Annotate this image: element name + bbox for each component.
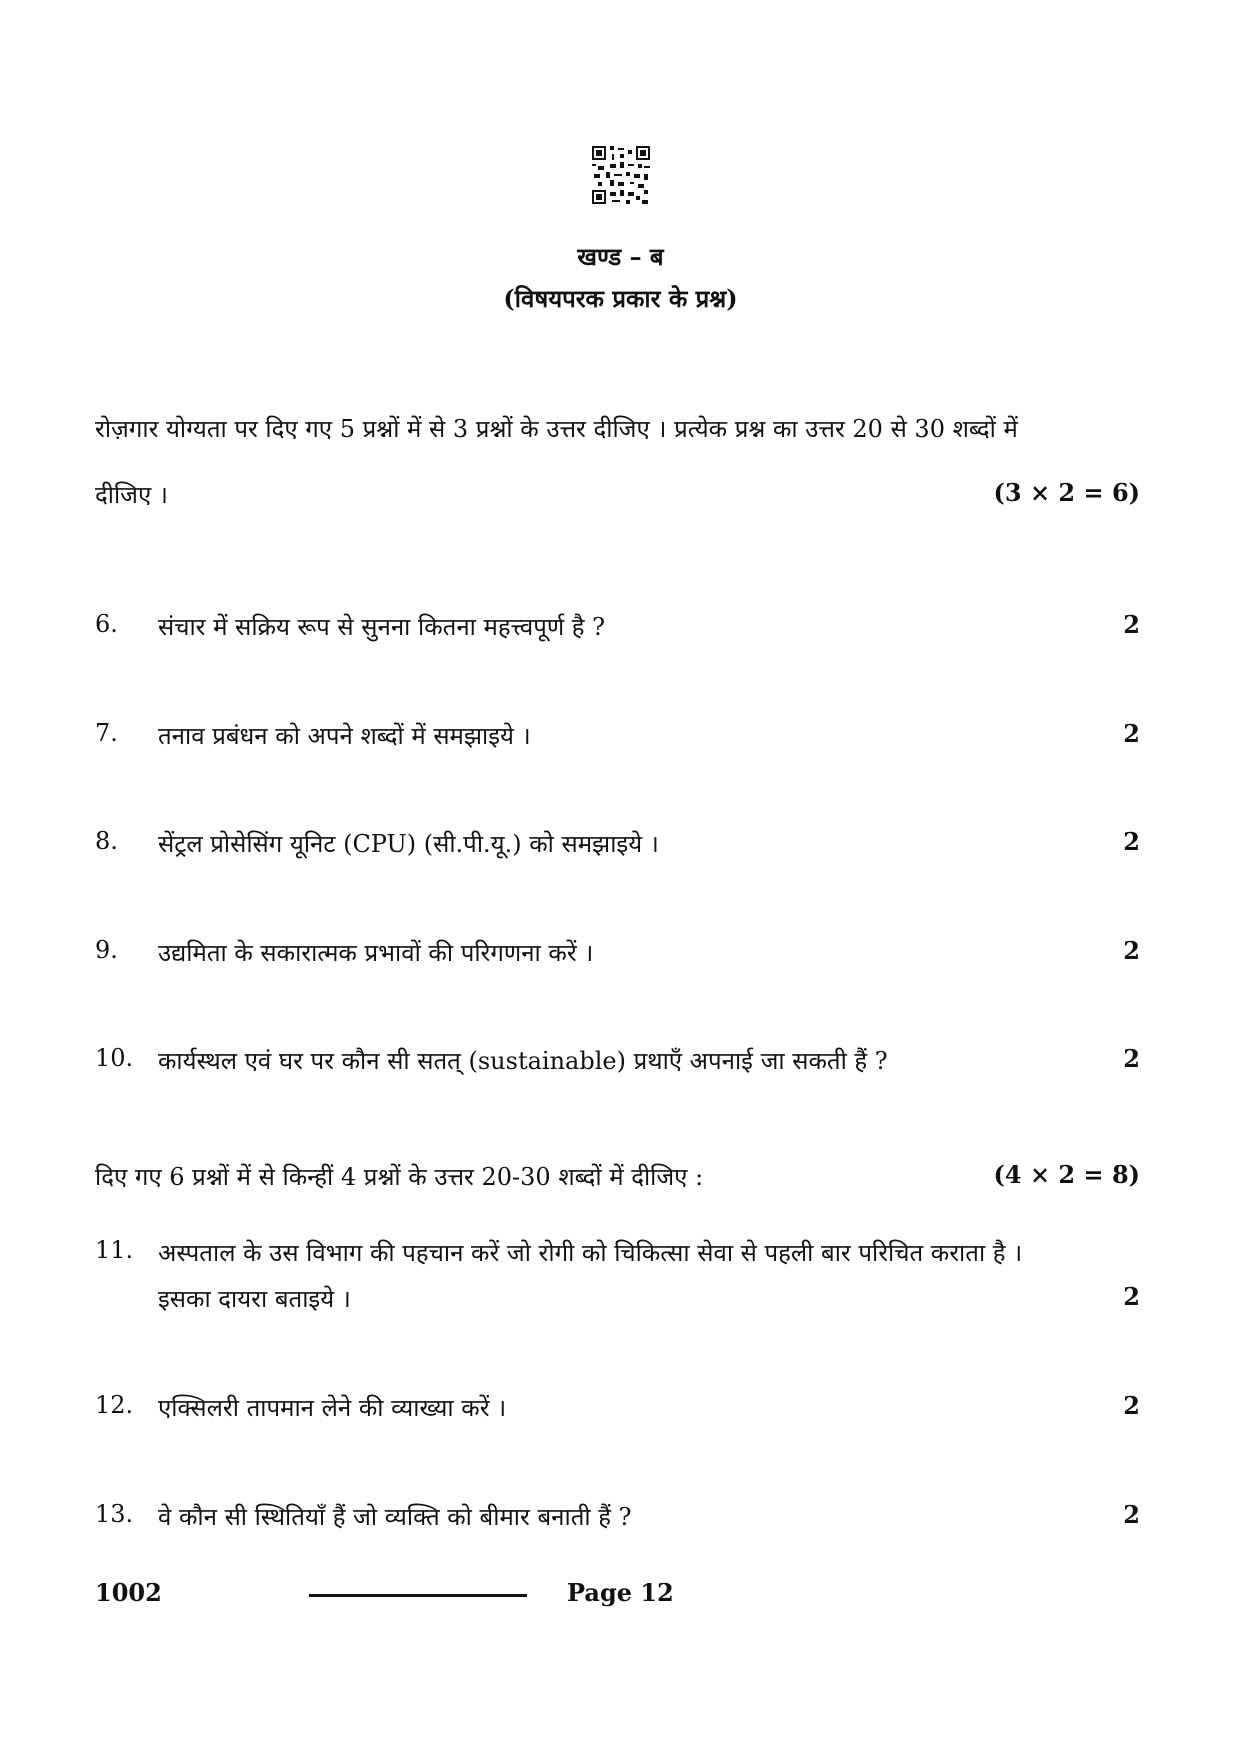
question-text: कार्यस्थल एवं घर पर कौन सी सतत् (sustainable) प्रथाएँ अपनाई जा सकती हैं ?	[158, 1047, 888, 1075]
question-8	[95, 827, 1140, 863]
question-number: 6.	[95, 610, 118, 638]
instruction-1-line1: रोज़गार योग्यता पर दिए गए 5 प्रश्नों में से 3 प्रश्नों के उत्तर दीजिए । प्रत्येक प्रश्न का उत्तर 20 से 30 शब्दों में	[95, 415, 1018, 443]
question-10	[95, 1044, 1140, 1080]
question-text: वे कौन सी स्थितियाँ हैं जो व्यक्ति को बीमार बनाती हैं ?	[158, 1503, 632, 1531]
question-text: तनाव प्रबंधन को अपने शब्दों में समझाइये ।	[158, 722, 531, 750]
question-marks: 2	[1123, 1044, 1140, 1073]
question-11-line2	[95, 1282, 1140, 1318]
question-number: 12.	[95, 1391, 134, 1419]
question-marks: 2	[1123, 719, 1140, 748]
instruction-2-marks: (4 × 2 = 8)	[993, 1160, 1140, 1189]
question-7	[95, 719, 1140, 755]
qr-code-icon	[592, 146, 650, 204]
question-9	[95, 936, 1140, 972]
question-number: 7.	[95, 719, 118, 747]
question-number: 9.	[95, 936, 118, 964]
instruction-1-line2-row	[95, 478, 1140, 514]
question-marks: 2	[1123, 1500, 1140, 1529]
question-11	[95, 1236, 1140, 1272]
question-number: 8.	[95, 827, 118, 855]
question-text-line2: इसका दायरा बताइये ।	[158, 1285, 351, 1313]
question-marks: 2	[1123, 610, 1140, 639]
question-text: अस्पताल के उस विभाग की पहचान करें जो रोगी को चिकित्सा सेवा से पहली बार परिचित कराता है ।	[158, 1239, 1023, 1267]
paper-code: 1002	[95, 1578, 162, 1607]
section-title: खण्ड – ब	[577, 242, 664, 271]
question-6	[95, 610, 1140, 646]
question-marks: 2	[1123, 1391, 1140, 1420]
question-text: एक्सिलरी तापमान लेने की व्याख्या करें ।	[158, 1394, 507, 1422]
question-text: उद्यमिता के सकारात्मक प्रभावों की परिगणना करें ।	[158, 939, 594, 967]
question-marks: 2	[1123, 1282, 1140, 1311]
question-number: 11.	[95, 1236, 134, 1264]
instruction-2-row	[95, 1160, 1140, 1196]
instruction-1-marks: (3 × 2 = 6)	[993, 478, 1140, 507]
question-13	[95, 1500, 1140, 1536]
instruction-1-line2: दीजिए ।	[95, 481, 168, 509]
question-text: सेंट्रल प्रोसेसिंग यूनिट (CPU) (सी.पी.यू.) को समझाइये ।	[158, 830, 659, 858]
instruction-2: दिए गए 6 प्रश्नों में से किन्हीं 4 प्रश्नों के उत्तर 20-30 शब्दों में दीजिए :	[95, 1163, 704, 1191]
question-number: 10.	[95, 1044, 134, 1072]
section-subtitle: (विषयपरक प्रकार के प्रश्न)	[503, 284, 738, 313]
page-number: Page 12	[567, 1578, 674, 1607]
page-footer	[95, 1578, 1140, 1614]
question-12	[95, 1391, 1140, 1427]
question-number: 13.	[95, 1500, 134, 1528]
footer-rule	[309, 1594, 527, 1597]
question-text: संचार में सक्रिय रूप से सुनना कितना महत्त्वपूर्ण है ?	[158, 613, 606, 641]
question-marks: 2	[1123, 936, 1140, 965]
question-marks: 2	[1123, 827, 1140, 856]
